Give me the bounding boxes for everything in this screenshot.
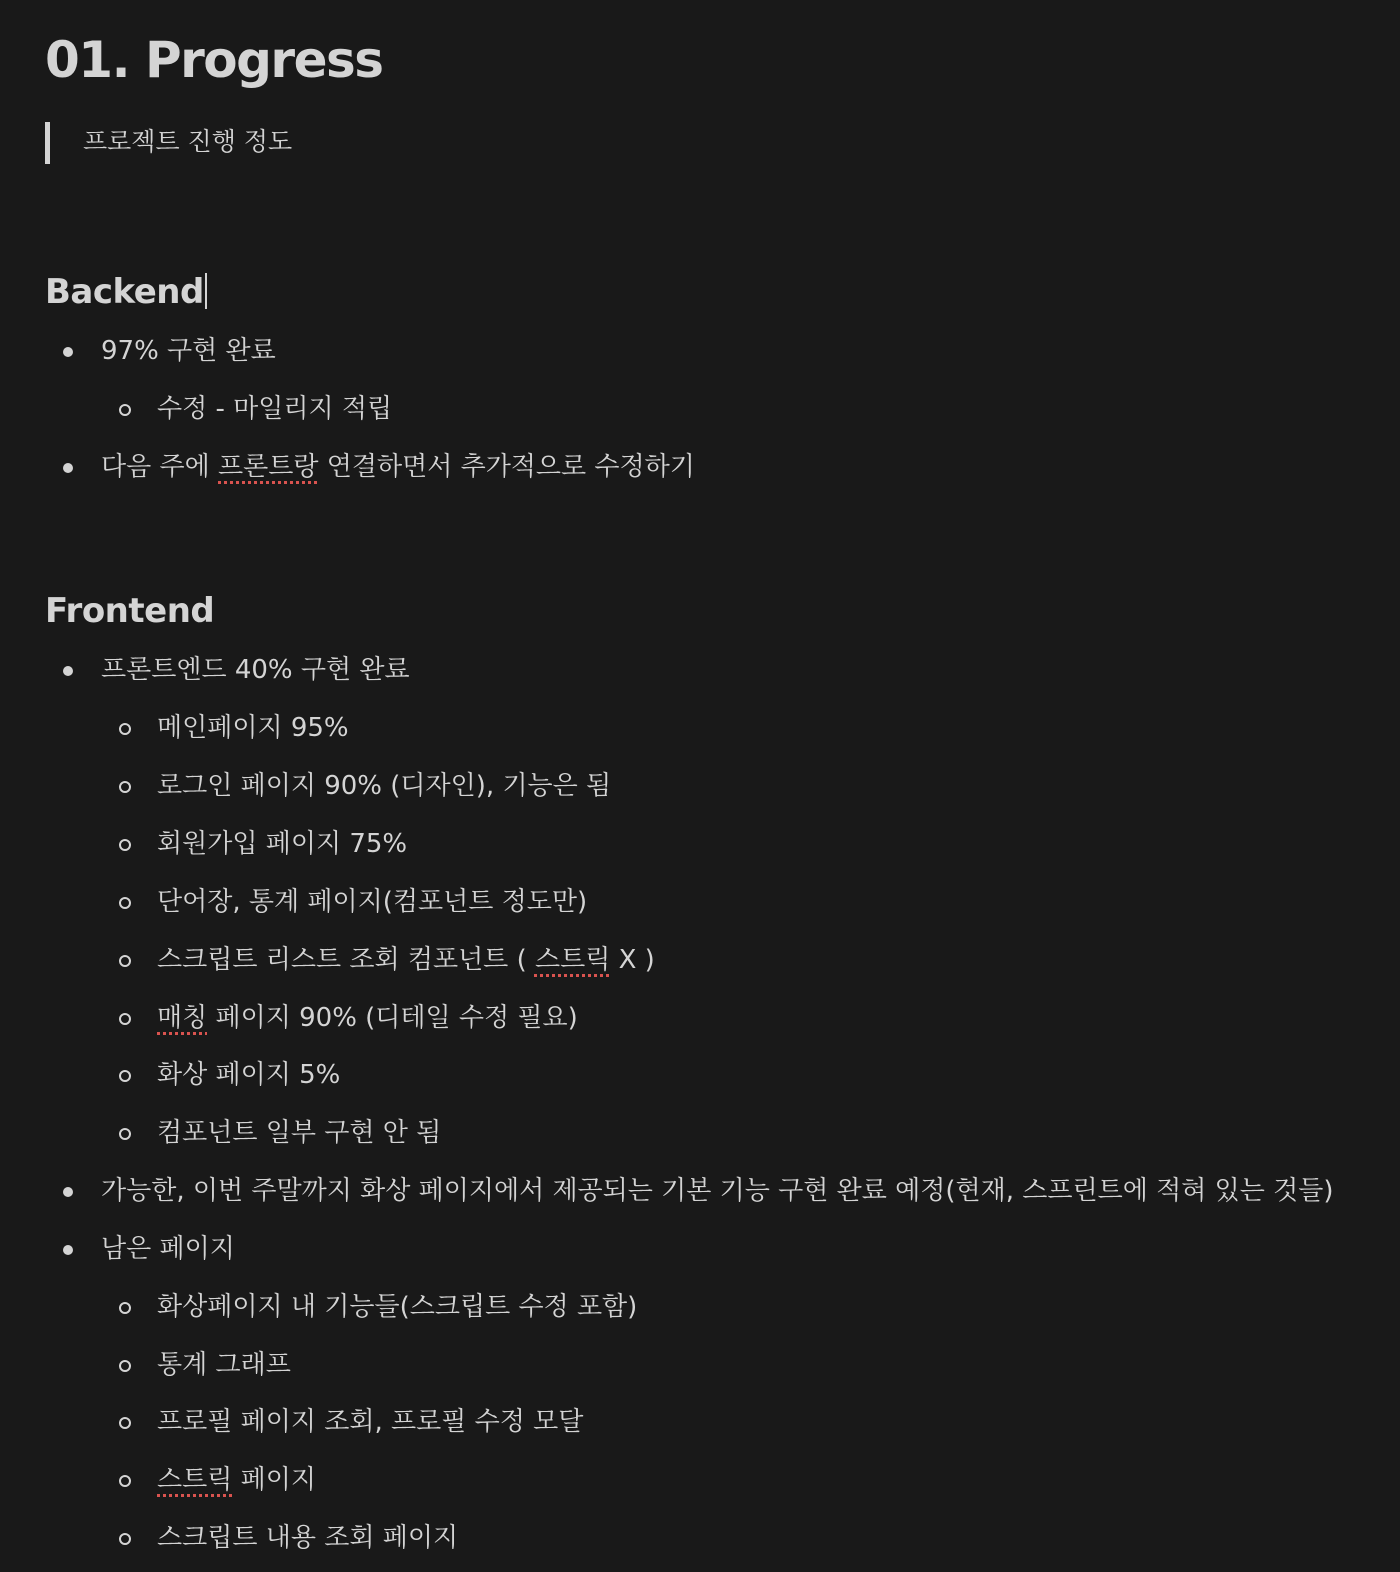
bullet-disc-icon — [63, 1245, 73, 1255]
list-item-text: 스크립트 내용 조회 페이지 — [157, 1523, 459, 1553]
backend-heading[interactable] — [45, 270, 207, 314]
list-item[interactable] — [157, 1113, 441, 1153]
list-item[interactable] — [157, 1287, 637, 1327]
list-item[interactable] — [157, 708, 349, 748]
misspelled-word: 매칭 — [157, 1003, 208, 1033]
bullet-circle-icon — [119, 1013, 131, 1025]
list-item[interactable] — [101, 331, 276, 371]
list-item-text: 97% 구현 완료 — [101, 336, 276, 366]
bullet-circle-icon — [119, 1070, 131, 1082]
list-item[interactable] — [157, 1518, 458, 1558]
list-item-text: 프론트엔드 40% 구현 완료 — [101, 655, 410, 685]
bullet-circle-icon — [119, 897, 131, 909]
list-item-text: 가능한, 이번 주말까지 화상 페이지에서 제공되는 기본 기능 구현 완료 예정(현재, 스프린트에 적혀 있는 것들) — [101, 1176, 1334, 1206]
list-item-text: 통계 그래프 — [157, 1350, 291, 1380]
bullet-circle-icon — [119, 404, 131, 416]
list-item-text: 스트릭 페이지 — [157, 1465, 316, 1495]
list-item-text: 메인페이지 95% — [157, 713, 349, 743]
list-item[interactable] — [157, 940, 655, 980]
list-item[interactable] — [157, 1055, 340, 1095]
list-item[interactable] — [157, 824, 407, 864]
bullet-circle-icon — [119, 1360, 131, 1372]
bullet-circle-icon — [119, 1417, 131, 1429]
bullet-circle-icon — [119, 955, 131, 967]
list-item-text: 프로필 페이지 조회, 프로필 수정 모달 — [157, 1407, 584, 1437]
bullet-circle-icon — [119, 1533, 131, 1545]
list-item-text: 매칭 페이지 90% (디테일 수정 필요) — [157, 1003, 578, 1033]
list-item[interactable] — [157, 766, 611, 806]
list-item-text: 회원가입 페이지 75% — [157, 829, 408, 859]
backend-heading-text: Backend — [45, 272, 204, 312]
list-item[interactable] — [157, 1402, 583, 1442]
list-item-text: 단어장, 통계 페이지(컴포넌트 정도만) — [157, 887, 588, 917]
misspelled-word: 스트릭 — [157, 1465, 233, 1495]
bullet-circle-icon — [119, 781, 131, 793]
list-item-text: 남은 페이지 — [101, 1234, 235, 1264]
list-item[interactable] — [101, 1229, 235, 1269]
list-item-text: 화상 페이지 5% — [157, 1060, 341, 1090]
text-cursor — [205, 273, 207, 309]
bullet-circle-icon — [119, 1475, 131, 1487]
list-item[interactable] — [101, 447, 695, 487]
page-title[interactable]: 01. Progress — [45, 31, 383, 89]
subtitle-quote[interactable]: 프로젝트 진행 정도 — [45, 122, 292, 164]
list-item[interactable] — [157, 389, 392, 429]
list-item[interactable] — [157, 998, 578, 1038]
list-item[interactable] — [101, 650, 410, 690]
list-item-text: 다음 주에 프론트랑 연결하면서 추가적으로 수정하기 — [101, 452, 695, 482]
list-item[interactable] — [101, 1171, 1334, 1211]
bullet-circle-icon — [119, 723, 131, 735]
frontend-heading[interactable]: Frontend — [45, 591, 215, 631]
list-item-text: 컴포넌트 일부 구현 안 됨 — [157, 1118, 442, 1148]
bullet-disc-icon — [63, 666, 73, 676]
list-item-text: 수정 - 마일리지 적립 — [157, 394, 393, 424]
bullet-disc-icon — [63, 1187, 73, 1197]
bullet-disc-icon — [63, 463, 73, 473]
list-item[interactable] — [157, 1460, 316, 1500]
bullet-circle-icon — [119, 839, 131, 851]
bullet-disc-icon — [63, 347, 73, 357]
list-item-text: 스크립트 리스트 조회 컴포넌트 ( 스트릭 X ) — [157, 945, 655, 975]
misspelled-word: 프론트랑 — [218, 452, 319, 482]
list-item-text: 화상페이지 내 기능들(스크립트 수정 포함) — [157, 1292, 638, 1322]
bullet-circle-icon — [119, 1128, 131, 1140]
misspelled-word: 스트릭 — [534, 945, 611, 975]
list-item[interactable] — [157, 1345, 291, 1385]
bullet-circle-icon — [119, 1302, 131, 1314]
list-item[interactable] — [157, 882, 587, 922]
list-item-text: 로그인 페이지 90% (디자인), 기능은 됨 — [157, 771, 612, 801]
